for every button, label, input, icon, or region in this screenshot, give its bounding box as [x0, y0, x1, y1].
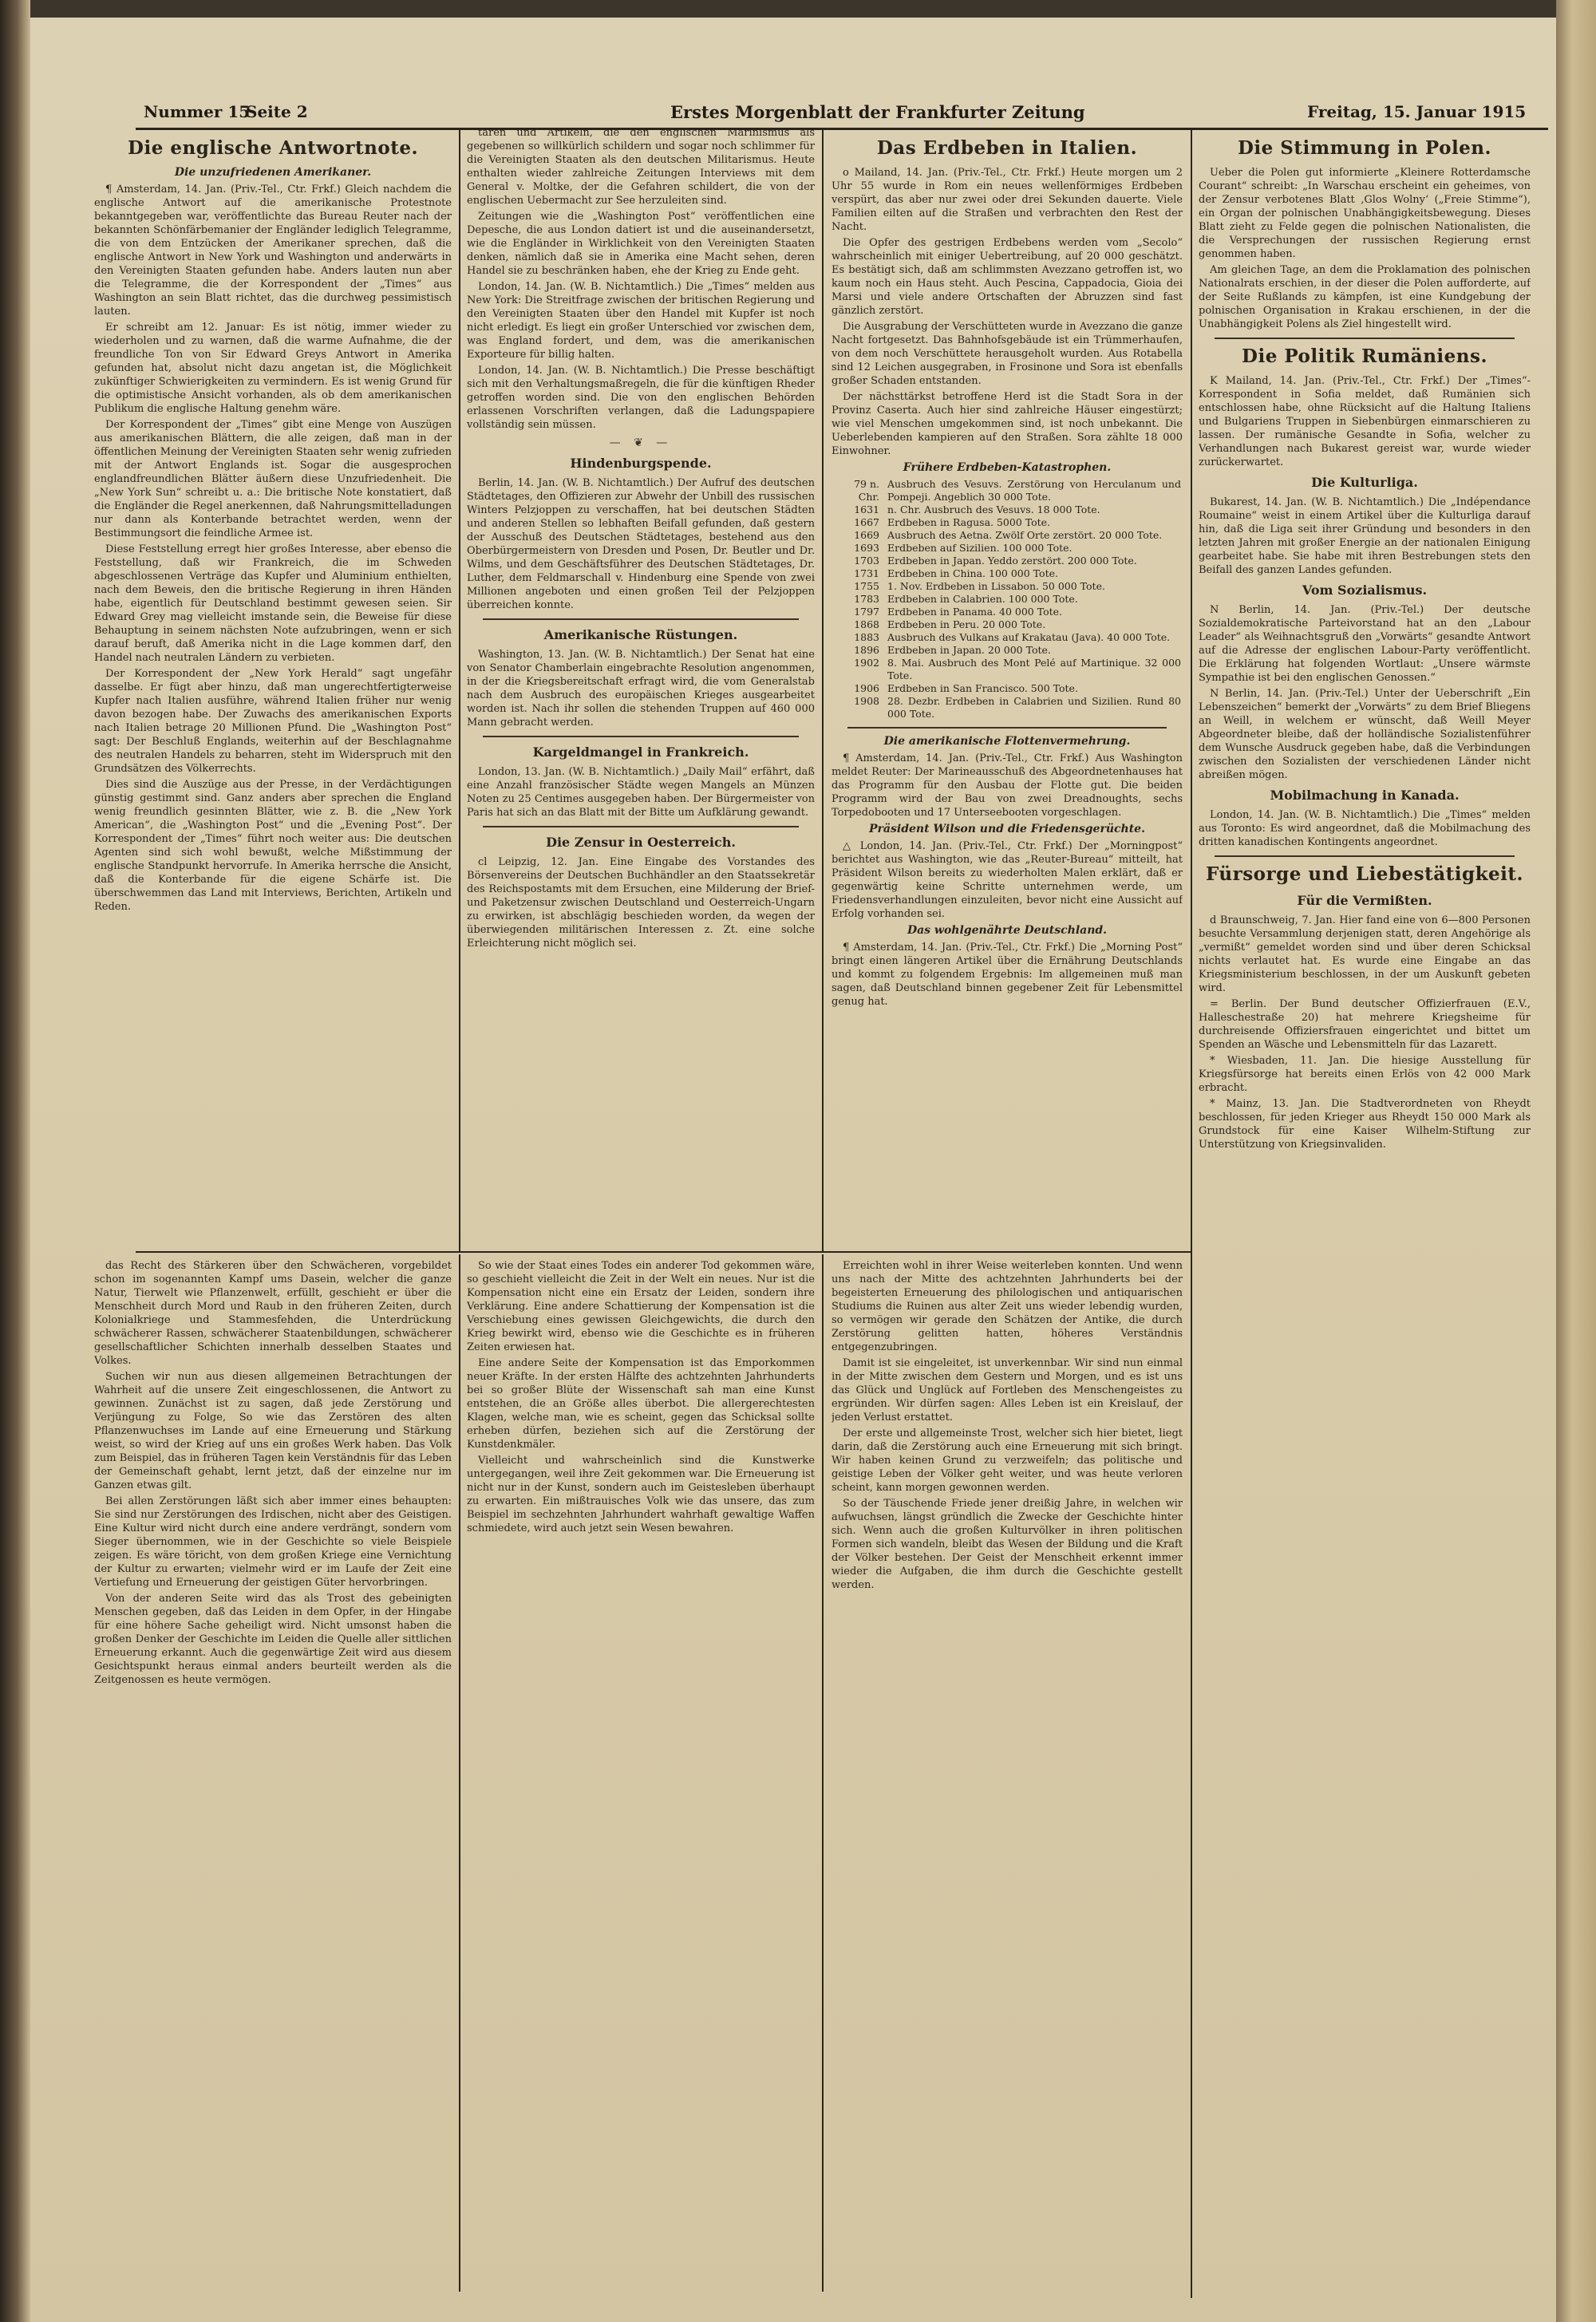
- chronology-row: [832, 503, 1183, 516]
- paragraph: Zeitungen wie die „Washington Post“ veröffentlichen eine Depesche, die aus London datiert ist und die auseinandersetzt, wie die Engländer in Wirklichkeit von den Vereinigten Staaten denken, nämlich daß sie in Amerika eine Macht sehen, deren Handel sie zu beschränken haben, ehe der Krieg zu Ende geht.: [467, 211, 815, 277]
- paragraph: Washington, 13. Jan. (W. B. Nichtamtlich.) Der Senat hat eine von Senator Chamberlain eingebrachte Resolution angenommen, in der die Kriegsbereitschaft erfragt wird, die vom Generalstab nach dem Ausbruch des europäischen Krieges ausgearbeitet worden ist. Nach ihr sollen die stehenden Truppen auf 460 000 Mann gebracht werden.: [467, 649, 815, 729]
- chronology-year: 1902: [854, 657, 879, 669]
- heading-mobilmachung-kanada: Mobilmachung in Kanada.: [1270, 788, 1460, 803]
- article-title-erdbeben: Das Erdbeben in Italien.: [876, 137, 1138, 159]
- paragraph: So der Täuschende Friede jener dreißig Jahre, in welchen wir aufwuchsen, längst gründlich die Zwecke der Geschichte hinter sich. Wenn auch die großen Kulturvölker in ihren politischen Formen sich wandeln, bleibt das Wesen der Bildung und die Kraft der Völker bestehen. Der Geist der Menschheit erkennt immer wieder die Aufgaben, die ihm durch die Geschichte gestellt werden.: [832, 1498, 1183, 1591]
- paragraph: Am gleichen Tage, an dem die Proklamation des polnischen Nationalrats erschien, in der dieser die Polen aufforderte, auf der Seite Rußlands zu kämpfen, ist eine Kundgebung der polnischen Organisation in Krakau erschienen, in der die Unabhängigkeit Polens als Ziel hingestellt wird.: [1199, 264, 1531, 330]
- issue-date: Freitag, 15. Januar 1915: [1307, 102, 1527, 121]
- paragraph: Damit ist sie eingeleitet, ist unverkennbar. Wir sind nun einmal in der Mitte zwischen dem Gestern und Morgen, und es ist uns das Glück und Unglück auf Fortleben des Menschengeistes zu ergründen. Wir dürfen sagen: Alles Leben ist ein Kreislauf, der jeden Verlust erstattet.: [832, 1357, 1183, 1424]
- page-number: Seite 2: [246, 102, 308, 121]
- earthquake-chronology-table: [832, 478, 1183, 721]
- section-rule: [483, 736, 799, 737]
- section-rule: [1215, 855, 1515, 857]
- paragraph: Erreichten wohl in ihrer Weise weiterleben konnten. Und wenn uns nach der Mitte des achtzehnten Jahrhunderts bei der begeisterten Erneuerung des philologischen und antiquarischen Studiums die Ruinen aus alter Zeit uns wieder lebendig wurden, so vermögen wir gerade den Schätzen der Antike, die durch Zerstörung gelitten hatten, höheres Verständnis entgegenzubringen.: [832, 1260, 1183, 1353]
- paragraph: Bei allen Zerstörungen läßt sich aber immer eines behaupten: Sie sind nur Zerstörungen des Irdischen, nicht aber des Geistigen. Eine Kultur wird nicht durch eine andere verdrängt, sondern vom Sieger übernommen, wie in der Geschichte so viele Beispiele zeigen. Es wäre töricht, von dem großen Kriege eine Vernichtung der Kultur zu erwarten; vielmehr wird er im Laufe der Zeit eine Vertiefung und Erneuerung der geistigen Güter hervorbringen.: [94, 1495, 452, 1589]
- chronology-row: [832, 606, 1183, 618]
- column-rule-1: [459, 128, 460, 1251]
- article-title-polen: Die Stimmung in Polen.: [1237, 137, 1492, 159]
- book-binding: [0, 0, 30, 2322]
- feuilleton-column-3: [832, 1259, 1183, 2288]
- paragraph: taren und Artikeln, die den englischen Marinismus als gegebenen so willkürlich schildern und sogar noch schlimmer für die Vereinigten Staaten als den deutschen Militarismus. Heute enthalten wieder zahlreiche Zeitungen Interviews mit dem General v. Moltke, der die Gefahren schildert, die von der englischen Uebermacht zur See herzuleiten sind.: [467, 127, 815, 207]
- chronology-year: 1703: [854, 555, 879, 567]
- chronology-year: 1906: [854, 682, 879, 694]
- column-rule-3: [1191, 128, 1192, 2298]
- chronology-year: 1883: [854, 631, 879, 643]
- section-rule: [847, 727, 1167, 729]
- column-rule-4: [459, 1254, 460, 2292]
- chronology-row: [832, 593, 1183, 606]
- paragraph: London, 14. Jan. (W. B. Nichtamtlich.) Die Presse beschäftigt sich mit den Verhaltungsmaßregeln, die für die künftigen Rheder getroffen worden sind. Die von den englischen Behörden erlassenen Vorschriften verlangen, daß die Ladungspapiere vollständig sein müssen.: [467, 365, 815, 431]
- heading-kulturliga: Die Kulturliga.: [1311, 475, 1418, 490]
- chronology-year: 1908: [854, 695, 879, 707]
- paragraph: Der Korrespondent der „Times“ gibt eine Menge von Auszügen aus amerikanischen Blättern, die alle zeigen, daß man in der öffentlichen Meinung der Vereinigten Staaten sehr wenig zufrieden mit der Antwort Englands ist. Sogar die ausgesprochen englandfreundlichen Blätter äußern diese Unzufriedenheit. Die „New York Sun“ schreibt u. a.: Die britische Note konstatiert, daß die Engländer die Regel anerkennen, daß Nahrungsmittelladungen nur dann als Konterbande betrachtet werden, wenn der Bestimmungsort die feindliche Armee ist.: [94, 419, 452, 539]
- column-2-news: [467, 126, 815, 1248]
- chronology-event: Erdbeben in Ragusa. 5000 Tote.: [887, 516, 1051, 528]
- section-rule: [483, 826, 799, 827]
- chronology-event: 1. Nov. Erdbeben in Lissabon. 50 000 Tote.: [887, 580, 1105, 592]
- chronology-event: Erdbeben in Japan. 20 000 Tote.: [887, 644, 1051, 656]
- chronology-year: 1896: [854, 644, 879, 656]
- chronology-year: 1783: [854, 593, 879, 605]
- paragraph: Vielleicht und wahrscheinlich sind die Kunstwerke untergegangen, weil ihre Zeit gekommen war. Die Erneuerung ist nicht nur in der Kunst, sondern auch im Geistesleben überhaupt zu erwarten. Ein mißtrauisches Volk wie das unsere, das zum Beispiel im sechzehnten Jahrhundert wahrhaft gewaltige Waffen schmiedete, wird auch jetzt sein Wesen bewahren.: [467, 1455, 815, 1534]
- chronology-event: Ausbruch des Aetna. Zwölf Orte zerstört. 20 000 Tote.: [887, 529, 1163, 541]
- heading-vermisste: Für die Vermißten.: [1297, 893, 1432, 908]
- article-subtitle-amerikaner: Die unzufriedenen Amerikaner.: [174, 166, 372, 179]
- paragraph: London, 14. Jan. (W. B. Nichtamtlich.) Die „Times“ melden aus Toronto: Es wird angeordnet, daß die Mobilmachung des dritten kanadischen Kontingents angeordnet.: [1199, 809, 1531, 848]
- paragraph: Er schreibt am 12. Januar: Es ist nötig, immer wieder zu wiederholen und zu warnen, daß die warme Aufnahme, die der freundliche Ton von Sir Edward Greys Antwort in Amerika gefunden hat, absolut nicht dazu angetan ist, die Möglichkeit zukünftiger Schwierigkeiten zu vermindern. Es ist wenig Grund für die optimistische Ansicht vorhanden, als ob dem amerikanischen Publikum die englische Haltung genehm wäre.: [94, 322, 452, 415]
- heading-fruehere-erdbeben: Frühere Erdbeben-Katastrophen.: [903, 461, 1112, 474]
- column-rule-5: [822, 1254, 824, 2292]
- chronology-row: [832, 478, 1183, 503]
- chronology-event: Erdbeben in Panama. 40 000 Tote.: [887, 606, 1063, 618]
- paragraph: = Berlin. Der Bund deutscher Offizierfrauen (E.V., Halleschestraße 20) hat mehrere Kriegsheime für durchreisende Offiziersfrauen eingerichtet und bittet um Spenden an Wäsche und Lebensmitteln für das Lazarett.: [1199, 998, 1531, 1051]
- paragraph: ¶ Amsterdam, 14. Jan. (Priv.-Tel., Ctr. Frkf.) Die „Morning Post“ bringt einen längeren Artikel über die Ernährung Deutschlands und kommt zu folgendem Ergebnis: Im allgemeinen muß man sagen, daß Deutschland binnen gegebener Zeit für Lebensmittel genug hat.: [832, 942, 1183, 1008]
- feuilleton-column-1: [94, 1259, 452, 2288]
- chronology-year: 1631: [854, 503, 879, 515]
- chronology-event: Erdbeben in San Francisco. 500 Tote.: [887, 682, 1078, 694]
- chronology-year: 1797: [854, 606, 879, 618]
- paragraph: Eine andere Seite der Kompensation ist das Emporkommen neuer Kräfte. In der ersten Hälfte des achtzehnten Jahrhunderts bei so großer Blüte der Wissenschaft sah man eine Kunst entstehen, die an Größe alles überbot. Die allergerechtesten Klagen, welche man, wie es scheint, gegen das Schicksal sollte erheben dürfen, beziehen sich auf die Zerstörung der Kunstdenkmäler.: [467, 1357, 815, 1451]
- paragraph: N Berlin, 14. Jan. (Priv.-Tel.) Unter der Ueberschrift „Ein Lebenszeichen“ bemerkt der „Vorwärts“ zu dem Brief Bliegens an Weill, in welchem er wünscht, daß Weill Meyer Abgeordneter bleibe, daß der holländische Sozialistenführer dem Wunsche Ausdruck gegeben habe, daß die Verbindungen zwischen den Sozialisten der verschiedenen Länder nicht abreißen mögen.: [1199, 688, 1531, 781]
- column-1-news: [94, 134, 452, 1248]
- paragraph: das Recht des Stärkeren über den Schwächeren, vorgebildet schon im sogenannten Kampf ums Dasein, welcher die ganze Natur, Tierwelt wie Pflanzenwelt, erfüllt, geschieht er über die Menschheit durch Mord und Raub in den früheren Zeiten, durch Kolonialkriege und Stammesfehden, die Unterdrückung schwächerer Rassen, schwächerer Staatenbildungen, schwächerer gesellschaftlicher Schichten innerhalb desselben Staates und Volkes.: [94, 1260, 452, 1367]
- paragraph: ¶ Amsterdam, 14. Jan. (Priv.-Tel., Ctr. Frkf.) Gleich nachdem die englische Antwort auf die amerikanische Protestnote bekanntgegeben war, veröffentlichte das Bureau Reuter nach der bekannten Schönfärbemanier der Engländer lediglich Telegramme, die von dem Entzücken der Amerikaner sprechen, daß die englische Antwort in New York und Washington und anderwärts in den Vereinigten Staaten gefunden habe. Anders lauten nun aber die Telegramme, die der Korrespondent der „Times“ aus Washington an sein Blatt richtet, das die durchweg pessimistisch lauten.: [94, 184, 452, 318]
- paragraph: Die Ausgrabung der Verschütteten wurde in Avezzano die ganze Nacht fortgesetzt. Das Bahnhofsgebäude ist ein Trümmerhaufen, von dem noch Verschüttete herausgeholt wurden. Aus Rotabella sind 12 Leichen ausgegraben, in Frosinone und Sora ist ebenfalls großer Schaden entstanden.: [832, 321, 1183, 387]
- header-rule: [136, 128, 1548, 130]
- chronology-row: [832, 567, 1183, 580]
- paragraph: Der Korrespondent der „New York Herald“ sagt ungefähr dasselbe. Er fügt aber hinzu, daß man ungerechtfertigterweise Kupfer nach Italien ausführe, während Italien früher nur wenig davon bezogen habe. Der Zuwachs des amerikanischen Exports nach Italien betrage 20 Millionen Pfund. Die „Washington Post“ sagt: Der Beschluß Englands, weiterhin auf der Beschlagnahme des neutralen Handels zu beharren, steht im Widerspruch mit den Grundsätzen des Völkerrechts.: [94, 668, 452, 775]
- chronology-event: Erdbeben auf Sizilien. 100 000 Tote.: [887, 542, 1073, 554]
- column-rule-2: [822, 128, 824, 1251]
- running-header: [56, 102, 1527, 126]
- paragraph: Die Opfer des gestrigen Erdbebens werden vom „Secolo“ wahrscheinlich mit einiger Uebertreibung, auf 20 000 geschätzt. Es bestätigt sich, daß am schlimmsten Avezzano getroffen ist, wo kaum noch ein Haus steht. Auch Pescina, Cappadocia, Gioia dei Marsi und viele andere Ortschaften der Abruzzen sind fast gänzlich zerstört.: [832, 237, 1183, 317]
- heading-sozialismus: Vom Sozialismus.: [1302, 582, 1428, 598]
- paragraph: N Berlin, 14. Jan. (Priv.-Tel.) Der deutsche Sozialdemokratische Parteivorstand hat an den „Labour Leader“ als Weihnachtsgruß den „Vorwärts“ gesandte Antwort auf die Adresse der englischen Labour-Party veröffentlicht. Die Erklärung hat folgenden Wortlaut: „Unsere wärmste Sympathie ist bei den englischen Genossen.“: [1199, 604, 1531, 684]
- paragraph: K Mailand, 14. Jan. (Priv.-Tel., Ctr. Frkf.) Der „Times“-Korrespondent in Sofia meldet, daß Rumänien sich entschlossen habe, ohne Rücksicht auf die Haltung Italiens und Bulgariens Truppen in Siebenbürgen einmarschieren zu lassen. Der rumänische Gesandte in Sofia, welcher zu Verhandlungen nach Bukarest gereist war, wurde wieder zurückerwartet.: [1199, 375, 1531, 468]
- chronology-year: 1669: [854, 529, 879, 541]
- chronology-event: Ausbruch des Vesuvs. Zerstörung von Herculanum und Pompeji. Angeblich 30 000 Tote.: [887, 478, 1181, 503]
- chronology-year: 1731: [854, 567, 879, 579]
- section-rule: [1215, 338, 1515, 339]
- paragraph: Bukarest, 14. Jan. (W. B. Nichtamtlich.) Die „Indépendance Roumaine“ weist in einem Artikel über die Kulturliga darauf hin, daß die Liga seit ihrer Gründung und besonders in den letzten Jahren mit großer Energie an der nationalen Einigung gearbeitet habe. Sie habe mit ihren Bestrebungen stets den Beifall des ganzen Landes gefunden.: [1199, 496, 1531, 576]
- paragraph: o Mailand, 14. Jan. (Priv.-Tel., Ctr. Frkf.) Heute morgen um 2 Uhr 55 wurde in Rom ein neues wellenförmiges Erdbeben verspürt, das aber nur zwei oder drei Sekunden dauerte. Viele Familien eilten auf die Straßen und verbrachten den Rest der Nacht.: [832, 167, 1183, 233]
- heading-hindenburgspende: Hindenburgspende.: [570, 456, 712, 471]
- chronology-row: [832, 542, 1183, 555]
- chronology-event: Erdbeben in China. 100 000 Tote.: [887, 567, 1058, 579]
- feuilleton-rule: [136, 1251, 1191, 1253]
- ornament-divider: — ❦ —: [609, 436, 673, 449]
- paragraph: cl Leipzig, 12. Jan. Eine Eingabe des Vorstandes des Börsenvereins der Deutschen Buchhändler an den Staatssekretär des Reichspostamts mit dem Ersuchen, eine Milderung der Brief- und Paketzensur zwischen Deutschland und Oesterreich-Ungarn zu erwirken, ist abschlägig beschieden worden, da wegen der überwiegenden militärischen Interessen z. Zt. eine solche Erleichterung nicht möglich sei.: [467, 856, 815, 950]
- chronology-year: 79 n. Chr.: [854, 478, 879, 503]
- column-3-news: [832, 134, 1183, 1248]
- paragraph: So wie der Staat eines Todes ein anderer Tod gekommen wäre, so geschieht vielleicht die Zeit in der Welt ein neues. Nur ist die Kompensation nicht eine ein Ersatz der Leiden, sondern ihre Verklärung. Eine andere Schattierung der Kompensation ist die Verschiebung eines gewissen Gleichgewichts, die durch den Krieg bewirkt wird, ebenso wie die Geschichte es in früheren Zeiten erwiesen hat.: [467, 1260, 815, 1353]
- chronology-row: [832, 529, 1183, 542]
- section-rule: [483, 618, 799, 620]
- chronology-year: 1755: [854, 580, 879, 592]
- masthead: Erstes Morgenblatt der Frankfurter Zeitung: [670, 102, 1085, 122]
- chronology-row: [832, 682, 1183, 695]
- paragraph: Suchen wir nun aus diesen allgemeinen Betrachtungen der Wahrheit auf die unsere Zeit eingeschlossenen, die Antwort zu gewinnen. Zunächst ist zu sagen, daß jede Zerstörung und Verjüngung zu Folge, So wie das Zerstören des alten Pflanzenwuchses im Lande auf eine Erneuerung und Stärkung weist, so wird der Krieg auf uns ein großes Werk haben. Das Volk zum Beispiel, das in früheren Tagen kein Verständnis für das Leben der Gemeinschaft gehabt, lernt jetzt, daß der einzelne nur im Ganzen etwas gilt.: [94, 1371, 452, 1491]
- column-4-news: [1199, 134, 1531, 2296]
- paragraph: Dies sind die Auszüge aus der Presse, in der Verdächtigungen günstig gestimmt sind. Ganz anders aber sprechen die England wenig freundlich gesinnten Blätter, wie z. B. die „New York American“, die „Washington Post“ und die „Evening Post“. Der Korrespondent der „Times“ führt noch weiter aus: Die deutschen Agenten sind sich wohl bewußt, welche Mißstimmung der englische Standpunkt hervorrufe. In Amerika herrsche die Ansicht, daß die Konterbande für die eigene Schärfe ist. Die überschwemmen das Land mit Interviews, Berichten, Artikeln und Reden.: [94, 779, 452, 913]
- article-title-antwortnote: Die englische Antwortnote.: [128, 137, 418, 159]
- chronology-row: [832, 618, 1183, 631]
- chronology-event: Ausbruch des Vulkans auf Krakatau (Java). 40 000 Tote.: [887, 631, 1171, 643]
- chronology-year: 1868: [854, 618, 879, 630]
- paragraph: Der nächsttärkst betroffene Herd ist die Stadt Sora in der Provinz Caserta. Auch hier sind zahlreiche Häuser eingestürzt; wie viel Menschen umgekommen sind, ist noch unbekannt. Die Ueberlebenden kampieren auf den Straßen. Sora zählte 18 000 Einwohner.: [832, 391, 1183, 457]
- chronology-row: [832, 555, 1183, 567]
- issue-number: Nummer 15: [144, 102, 251, 121]
- paragraph: Berlin, 14. Jan. (W. B. Nichtamtlich.) Der Aufruf des deutschen Städtetages, den Offizieren zur Abwehr der Unbill des russischen Winters Pelzjoppen zu verschaffen, hat bei deutschen Städten und anderen Stellen so lebhaften Beifall gefunden, daß gestern der Ausschuß des Deutschen Städtetages, bestehend aus den Oberbürgermeistern von Dresden und Posen, Dr. Beutler und Dr. Wilms, und dem Geschäftsführer des Deutschen Städtetages, Dr. Luther, dem Feldmarschall v. Hindenburg eine Spende von zwei Millionen angeboten und einen großen Teil der Pelzjoppen überreichen konnte.: [467, 477, 815, 611]
- heading-zensur: Die Zensur in Oesterreich.: [546, 835, 736, 850]
- article-title-fuersorge: Fürsorge und Liebestätigkeit.: [1205, 863, 1524, 885]
- heading-kargeldmangel: Kargeldmangel in Frankreich.: [532, 744, 749, 760]
- heading-amerikanische-ruestungen: Amerikanische Rüstungen.: [543, 627, 738, 642]
- chronology-row: [832, 695, 1183, 721]
- paragraph: Der erste und allgemeinste Trost, welcher sich hier bietet, liegt darin, daß die Zerstörung auch eine Erneuerung mit sich bringt. Wir haben keinen Grund zu verzweifeln; das politische und geistige Leben der Völker geht weiter, und was heute verloren scheint, kann morgen gewonnen werden.: [832, 1428, 1183, 1494]
- chronology-row: [832, 657, 1183, 682]
- chronology-event: 28. Dezbr. Erdbeben in Calabrien und Sizilien. Rund 80 000 Tote.: [887, 695, 1181, 720]
- paragraph: △ London, 14. Jan. (Priv.-Tel., Ctr. Frkf.) Der „Morningpost“ berichtet aus Washington, wie das „Reuter-Bureau“ mitteilt, hat Präsident Wilson bereits zu wiederholten Malen erklärt, daß er gegenwärtig keine Schritte unternehmen werde, um Friedensverhandlungen einzuleiten, bevor nicht eine Aussicht auf Erfolg vorhanden sei.: [832, 840, 1183, 920]
- chronology-row: [832, 631, 1183, 644]
- chronology-year: 1693: [854, 542, 879, 554]
- chronology-row: [832, 644, 1183, 657]
- paragraph: * Mainz, 13. Jan. Die Stadtverordneten von Rheydt beschlossen, für jeden Krieger aus Rheydt 150 000 Mark als Grundstock für eine Kaiser Wilhelm-Stiftung zur Unterstützung von Kriegsinvaliden.: [1199, 1098, 1531, 1151]
- paragraph: * Wiesbaden, 11. Jan. Die hiesige Ausstellung für Kriegsfürsorge hat bereits einen Erlös von 42 000 Mark erbracht.: [1199, 1055, 1531, 1094]
- heading-flottenvermehrung: Die amerikanische Flottenvermehrung.: [883, 735, 1131, 748]
- next-page-edge: [1556, 0, 1596, 2322]
- chronology-event: n. Chr. Ausbruch des Vesuvs. 18 000 Tote.: [887, 503, 1100, 515]
- article-title-rumaenien: Die Politik Rumäniens.: [1242, 346, 1487, 367]
- heading-wohlgenaehrt: Das wohlgenährte Deutschland.: [907, 924, 1108, 937]
- chronology-event: Erdbeben in Peru. 20 000 Tote.: [887, 618, 1046, 630]
- chronology-row: [832, 516, 1183, 529]
- paragraph: Von der anderen Seite wird das als Trost des gebeinigten Menschen gegeben, daß das Leiden in dem Opfer, in der Hingabe für eine höhere Sache geheiligt wird. Nicht umsonst haben die großen Denker der Geschichte im Leiden die Quelle aller sittlichen Erneuerung erkannt. Auch die gegenwärtige Zeit wird aus diesem Gesichtspunkt heraus einmal anders beurteilt werden als die Zeitgenossen es heute vermögen.: [94, 1593, 452, 1686]
- paragraph: Ueber die Polen gut informierte „Kleinere Rotterdamsche Courant“ schreibt: „In Warschau erscheint ein geheimes, von der Zensur verbotenes Blatt ‚Glos Wolny‘ („Freie Stimme“), ein Organ der polnischen Unabhängigkeitsbewegung. Dieses Blatt zieht zu Felde gegen die polnischen Nationalisten, die die Versprechungen der russischen Regierung ernst genommen haben.: [1199, 167, 1531, 260]
- paragraph: ¶ Amsterdam, 14. Jan. (Priv.-Tel., Ctr. Frkf.) Aus Washington meldet Reuter: Der Marineausschuß des Abgeordnetenhauses hat das Programm für den Ausbau der Flotte gut. Die beiden Programm wird der Bau von zwei Dreadnoughts, sechs Torpedobooten und 17 Unterseebooten vorgeschlagen.: [832, 752, 1183, 819]
- paragraph: Diese Feststellung erregt hier großes Interesse, aber ebenso die Feststellung, daß wir Frankreich, die im Schweden abgeschlossenen Verträge das Kupfer und Aluminium enthielten, nach dem Beweis, den die britische Regierung in ihren Händen habe, eigentlich für Deutschland bestimmt gewesen seien. Sir Edward Grey mag vielleicht imstande sein, die Beweise für diese Behauptung in seinem nächsten Note aufzubringen, wenn er sich darauf beruft, daß Amerika nicht in die Lage kommen darf, den Handel nach neutralen Ländern zu verbieten.: [94, 543, 452, 664]
- chronology-row: [832, 580, 1183, 593]
- heading-wilson: Präsident Wilson und die Friedensgerüchte.: [869, 823, 1145, 835]
- feuilleton-column-2: [467, 1259, 815, 2288]
- chronology-event: Erdbeben in Japan. Yeddo zerstört. 200 000 Tote.: [887, 555, 1137, 567]
- chronology-event: 8. Mai. Ausbruch des Mont Pelé auf Martinique. 32 000 Tote.: [887, 657, 1181, 681]
- paragraph: London, 14. Jan. (W. B. Nichtamtlich.) Die „Times“ melden aus New York: Die Streitfrage zwischen der britischen Regierung und den Vereinigten Staaten über den Handel mit Kupfer ist noch nicht erledigt. Es liegt ein großer Unterschied vor zwischen dem, was England fordert, und dem, was die amerikanischen Exporteure für billig halten.: [467, 281, 815, 361]
- chronology-event: Erdbeben in Calabrien. 100 000 Tote.: [887, 593, 1078, 605]
- paragraph: London, 13. Jan. (W. B. Nichtamtlich.) „Daily Mail“ erfährt, daß eine Anzahl französischer Städte wegen Mangels an Münzen Noten zu 25 Centimes ausgegeben haben. Der Bürgermeister von Paris hat sich an das Blatt mit der Bitte um Aufklärung gewandt.: [467, 766, 815, 819]
- paragraph: d Braunschweig, 7. Jan. Hier fand eine von 6—800 Personen besuchte Versammlung derjenigen statt, deren Angehörige als „vermißt“ gemeldet worden sind und über deren Schicksal nichts verlautet hat. Es wurde eine Eingabe an das Kriegsministerium beschlossen, in der um Auskunft gebeten wird.: [1199, 914, 1531, 994]
- chronology-year: 1667: [854, 516, 879, 528]
